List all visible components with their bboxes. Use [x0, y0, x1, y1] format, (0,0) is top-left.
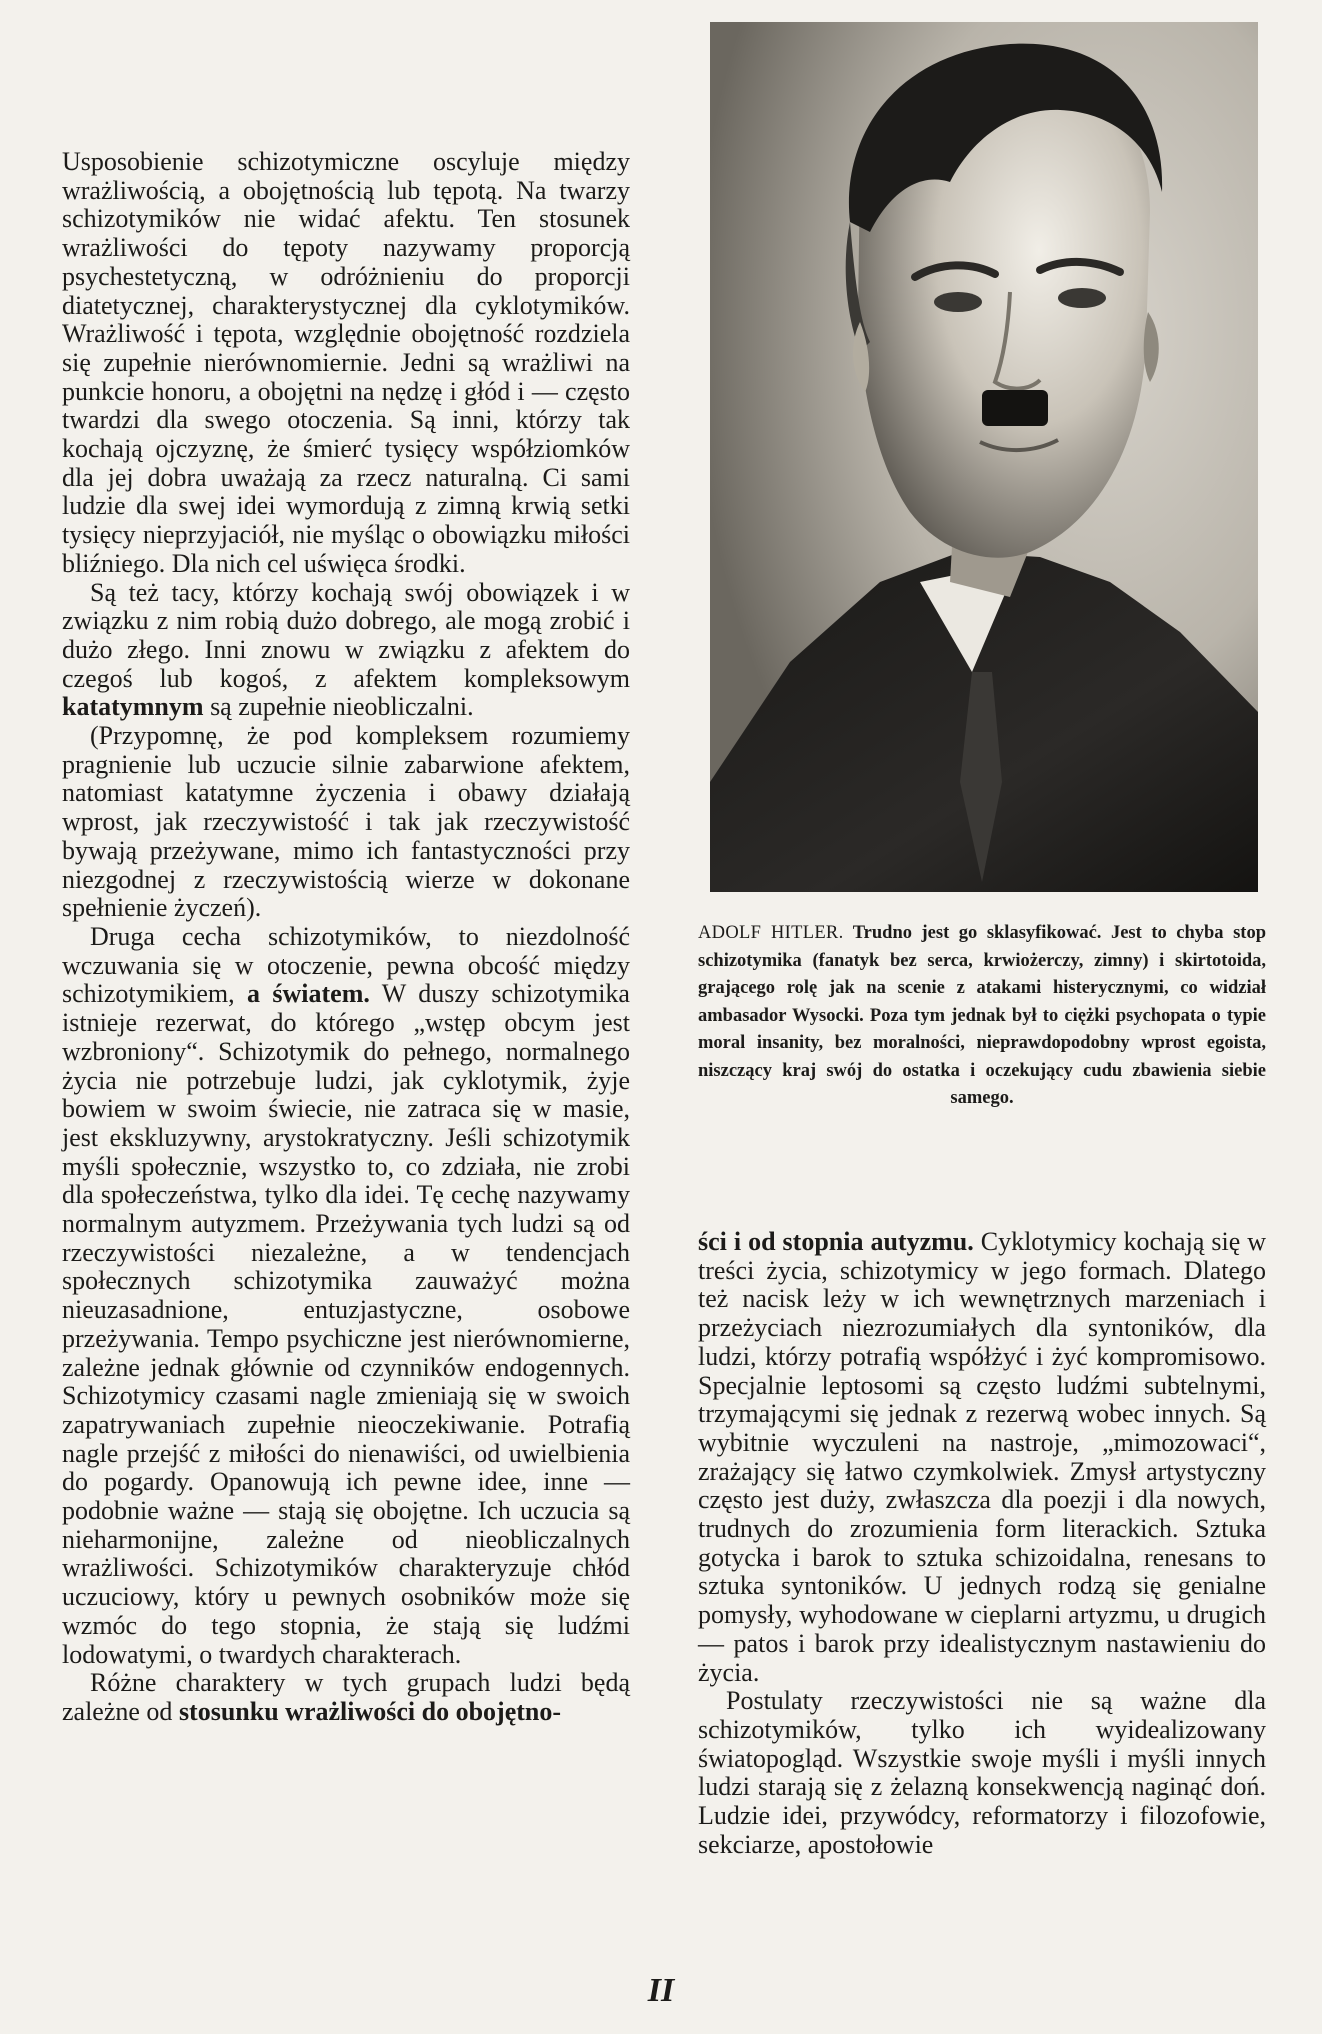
paragraph-2-text-b: są zupełnie nieobliczalni. [203, 692, 474, 722]
paragraph-2-text-a: Są też tacy, którzy kochają swój obowiązek i w związku z nim robią dużo dobrego, ale mogą zrobić i dużo złego. Inni znowu w związku z afektem do czegoś lub kogoś, z afektem kompleksowym [62, 577, 630, 693]
paragraph-4-bold: a światem. [246, 979, 370, 1009]
paragraph-5-bold: stosunku wrażliwości do obojętno- [178, 1696, 562, 1726]
caption-name: ADOLF HITLER. [698, 923, 844, 943]
paragraph-2 [62, 579, 630, 723]
paragraph-7: Postulaty rzeczywistości nie są ważne dla schizotymików, tylko ich wyidealizowany światopogląd. Wszystkie swoje myśli i myśli innych ludzi starają się z żelazną konsekwencją naginąć doń. Ludzie idei, przywódcy, reformatorzy i filozofowie, sekciarze, apostołowie [698, 1686, 1266, 1859]
left-text-column [62, 148, 630, 1727]
paragraph-2-bold: katatymnym [62, 692, 204, 722]
paragraph-5 [62, 1669, 630, 1726]
paragraph-4-text-a: Druga cecha schizotymików, to niezdolność wczuwania się w otoczenie, pewna obcość między schizotymikiem, [62, 921, 630, 1009]
page-number: II [647, 1972, 675, 2009]
caption-body: Trudno jest go sklasyfikować. Jest to chyba stop schizotymika (fanatyk bez serca, krwiożerczy, zimny) i skirtotoida, grającego rolę jak na scenie z atakami histerycznymi, co widział ambasador Wysocki. Poza tym jednak był to ciężki psychopata o typie moral insanity, bez moralności, nieprawdopodobny wprost egoista, niszczący kraj swój do ostatka i oczekujący cudu zbawienia siebie samego. [698, 923, 1266, 1108]
paragraph-3: (Przypomnę, że pod kompleksem rozumiemy pragnienie lub uczucie silnie zabarwione afektem, natomiast katatymne życzenia i obawy działają wprost, jak rzeczywistość i tak jak rzeczywistość bywają przeżywane, mimo ich fantastyczności przy niezgodnej z rzeczywistością wierze w dokonane spełnienie życzeń). [62, 721, 630, 923]
paragraph-4 [62, 923, 630, 1669]
paragraph-5-text-a: Różne charaktery w tych grupach ludzi będą zależne od [62, 1668, 630, 1726]
paragraph-6-text: Cyklotymicy kochają się w treści życia, schizotymicy w jego formach. Dlatego też nacisk leży w ich wewnętrznych marzeniach i przeżyciach niezrozumiałych dla syntoników, dla ludzi, którzy potrafią współżyć i żyć kompromisowo. Specjalnie leptosomi są często ludźmi subtelnymi, trzymającymi się jednak z rezerwą wobec innych. Są wybitnie wyczuleni na nastroje, „mimozowaci“, zrażający się łatwo czymkolwiek. Zmysł artystyczny często jest duży, zwłaszcza dla poezji i dla nowych, trudnych do zrozumienia form literackich. Sztuka gotycka i barok to sztuka schizoidalna, renesans to sztuka syntoników. U jednych rodzą się genialne pomysły, wyhodowane w cieplarni artyzmu, u drugich— patos i barok przy idealistycznym nastawieniu do życia. [698, 1227, 1267, 1687]
paragraph-6 [698, 1228, 1266, 1687]
paragraph-4-text-b: W duszy schizotymika istnieje rezerwat, do którego „wstęp obcym jest wzbroniony“. Schizotymik do pełnego, normalnego życia nie potrzebuje ludzi, jak cyklotymik, żyje bowiem w swoim świecie, nie zatraca się w masie, jest ekskluzywny, arystokratyczny. Jeśli schizotymik myśli społecznie, wszystko to, co zdziała, nie zrobi dla społeczeństwa, tylko dla idei. Tę cechę nazywamy normalnym autyzmem. Przeżywania tych ludzi są od rzeczywistości niezależne, a w tendencjach społecznych schizotymika zauważyć można nieuzasadnione, entuzjastyczne, osobowe przeżywania. Tempo psychiczne jest nierównomierne, zależne jednak głównie od czynników endogennych. Schizotymicy czasami nagle zmieniają się w swoich zapatrywaniach zupełnie nieoczekiwanie. Potrafią nagle przejść z miłości do nienawiści, od uwielbienia do pogardy. Opanowują ich pewne idee, inne — podobnie ważne — stają się obojętne. Ich uczucia są nieharmonijne, zależne od nieobliczalnych wrażliwości. Schizotymików charakteryzuje chłód uczuciowy, który u pewnych osobników może się wzmóc do tego stopnia, że stają się ludźmi lodowatymi, o twardych charakterach. [62, 979, 630, 1669]
paragraph-1: Usposobienie schizotymiczne oscyluje między wrażliwością, a obojętnością lub tępotą. Na twarzy schizotymików nie widać afektu. Ten stosunek wrażliwości do tępoty nazywamy proporcją psychestetyczną, w odróżnieniu do proporcji diatetycznej, charakterystycznej dla cyklotymików. Wrażliwość i tępota, względnie obojętność rozdziela się zupełnie nierównomiernie. Jedni są wrażliwi na punkcie honoru, a obojętni na nędzę i głód i — często twardzi dla swego otoczenia. Są inni, którzy tak kochają ojczyznę, że śmierć tysięcy współziomków dla jej dobra uważają za rzecz naturalną. Ci sami ludzie dla swej idei wymordują z zimną krwią setki tysięcy nieprzyjaciół, nie myśląc o obowiązku miłości bliźniego. Dla nich cel uświęca środki. [62, 147, 630, 578]
right-text-column [698, 1228, 1266, 1859]
portrait-illustration [710, 22, 1258, 892]
paragraph-6-bold: ści i od stopnia autyzmu. [698, 1227, 974, 1256]
photo-caption [698, 920, 1266, 1113]
portrait-photo [710, 22, 1258, 892]
